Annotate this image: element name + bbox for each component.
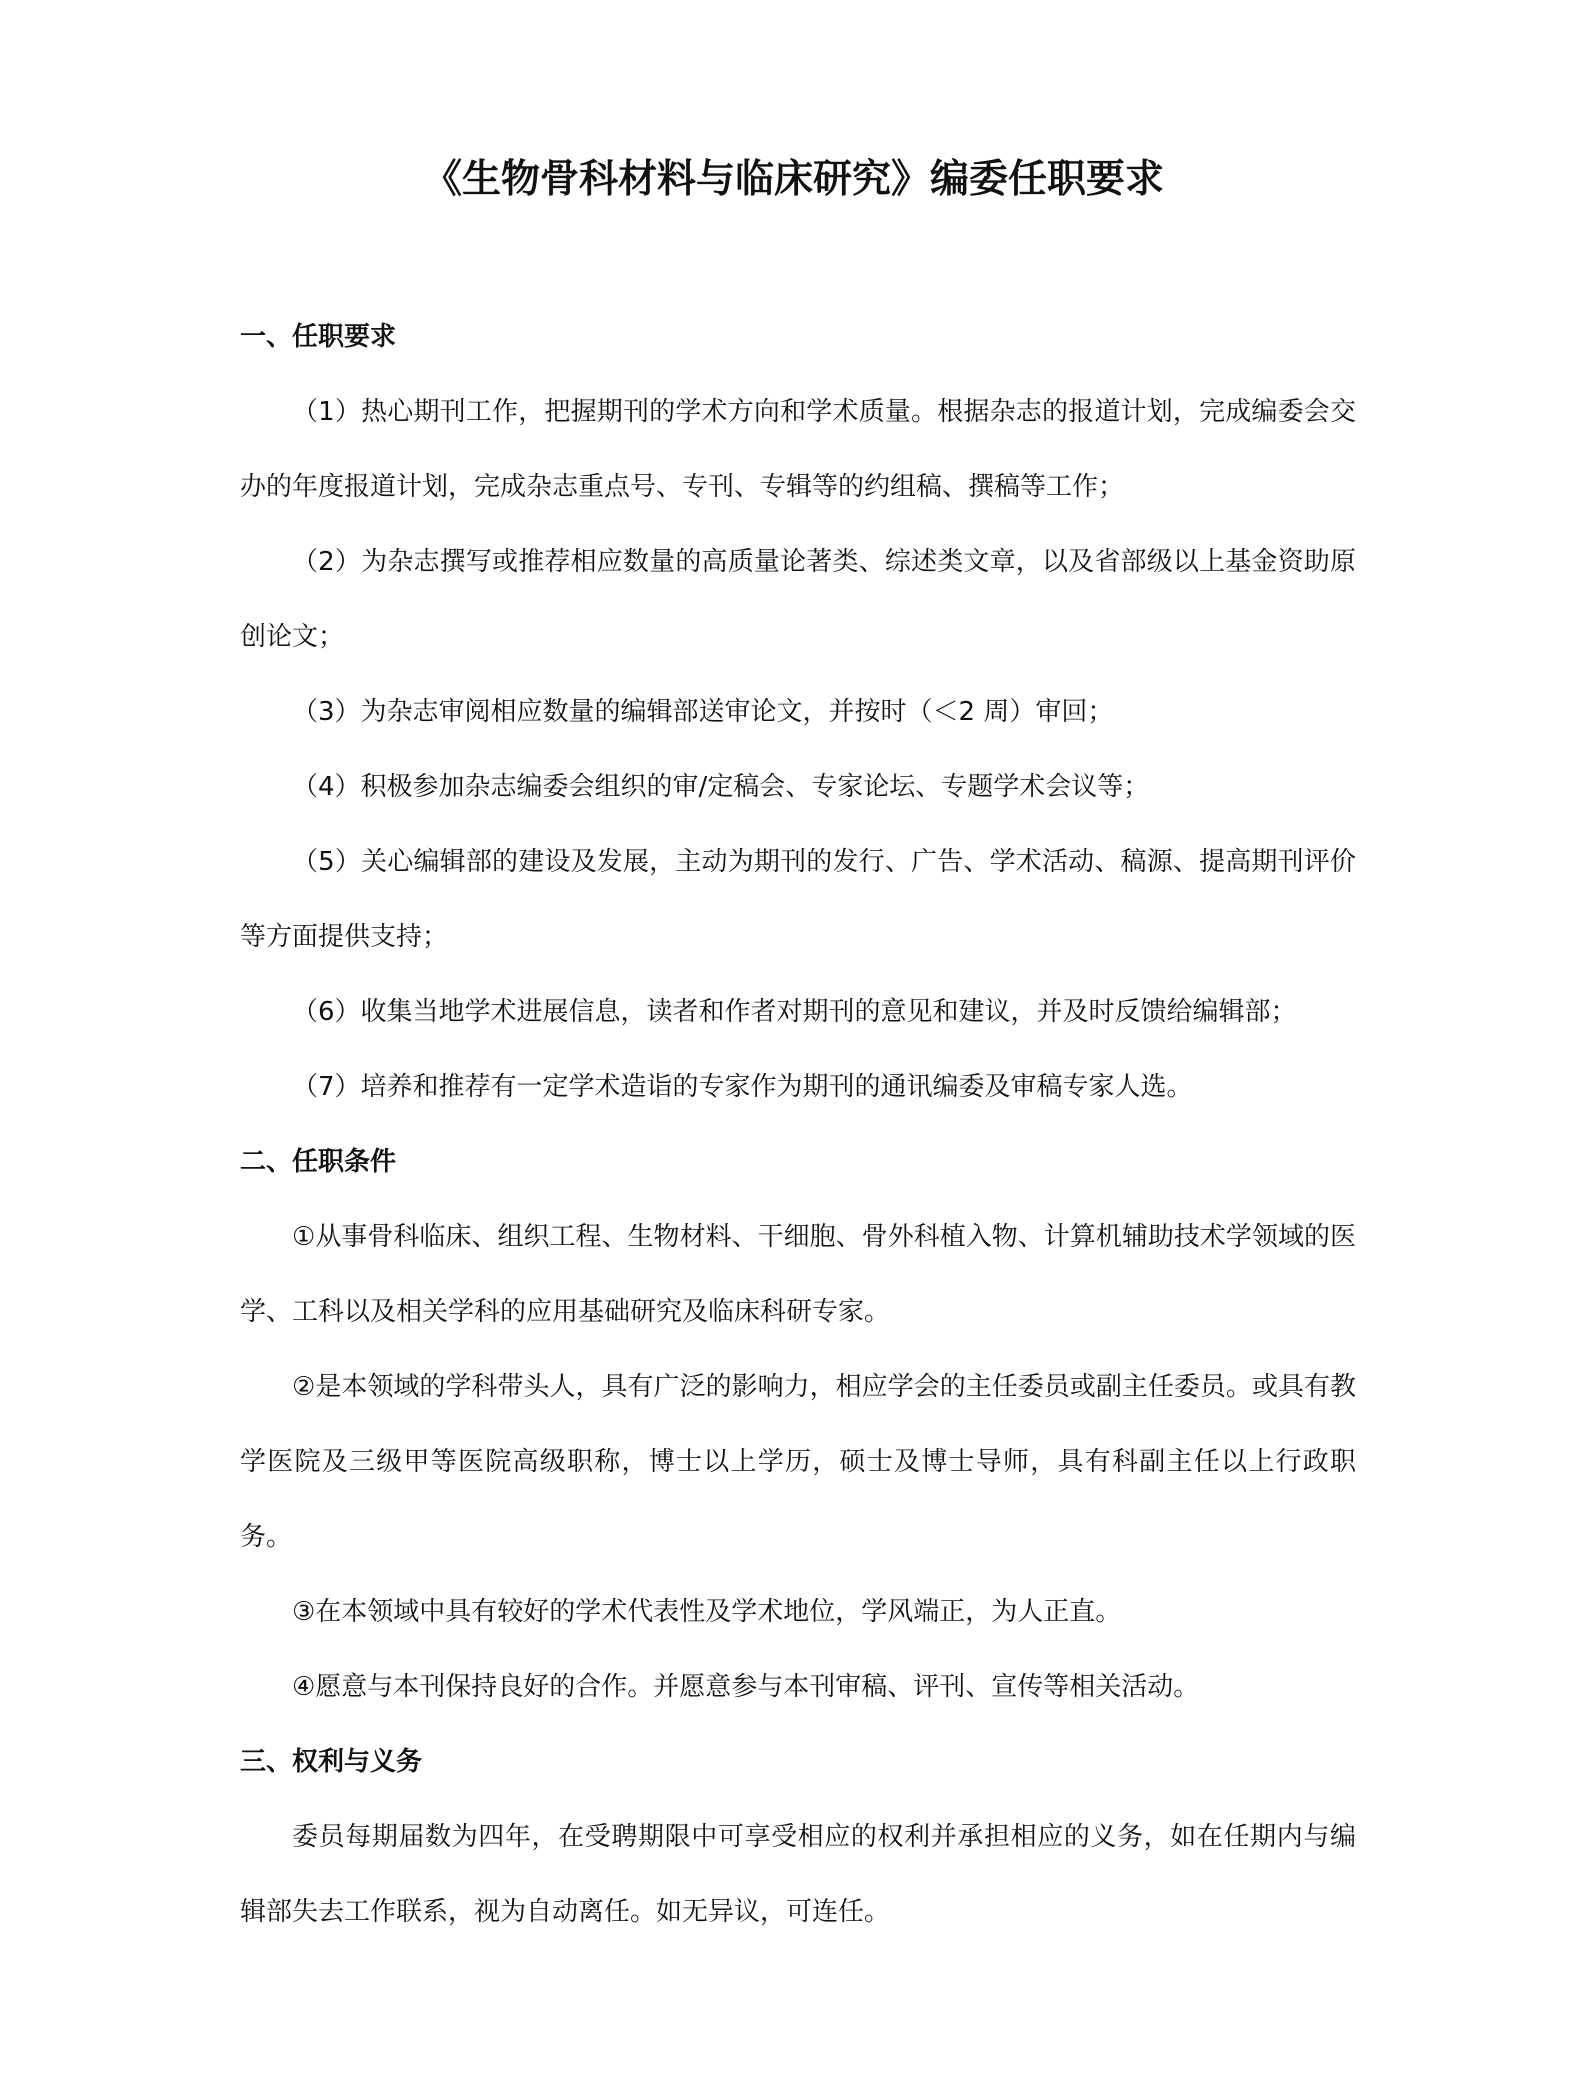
paragraph: ②是本领域的学科带头人，具有广泛的影响力，相应学会的主任委员或副主任委员。或具有教学医院及三级甲等医院高级职称，博士以上学历，硕士及博士导师，具有科副主任以上行政职务。 <box>240 1372 1356 1552</box>
section-heading: 二、任职条件 <box>240 1147 397 1177</box>
document-body <box>240 300 1356 1950</box>
paragraph: （5）关心编辑部的建设及发展，主动为期刊的发行、广告、学术活动、稿源、提高期刊评价等方面提供支持； <box>240 847 1356 952</box>
paragraph: （3）为杂志审阅相应数量的编辑部送审论文，并按时（＜2 周）审回； <box>292 697 1114 727</box>
section-conditions <box>240 1125 1356 1725</box>
paragraph: ①从事骨科临床、组织工程、生物材料、干细胞、骨外科植入物、计算机辅助技术学领域的医学、工科以及相关学科的应用基础研究及临床科研专家。 <box>240 1222 1356 1327</box>
paragraph: ③在本领域中具有较好的学术代表性及学术地位，学风端正，为人正直。 <box>292 1597 1122 1627</box>
paragraph: ④愿意与本刊保持良好的合作。并愿意参与本刊审稿、评刊、宣传等相关活动。 <box>292 1672 1200 1702</box>
paragraph: （4）积极参加杂志编委会组织的审/定稿会、专家论坛、专题学术会议等； <box>292 772 1150 802</box>
section-requirements <box>240 300 1356 1125</box>
section-heading: 一、任职要求 <box>240 322 397 352</box>
section-heading: 三、权利与义务 <box>240 1747 423 1777</box>
paragraph: （6）收集当地学术进展信息，读者和作者对期刊的意见和建议，并及时反馈给编辑部； <box>292 997 1297 1027</box>
page-title: 《生物骨科材料与临床研究》编委任职要求 <box>422 157 1164 202</box>
paragraph: （7）培养和推荐有一定学术造诣的专家作为期刊的通讯编委及审稿专家人选。 <box>292 1072 1193 1102</box>
paragraph: 委员每期届数为四年，在受聘期限中可享受相应的权利并承担相应的义务，如在任期内与编辑部失去工作联系，视为自动离任。如无异议，可连任。 <box>240 1822 1356 1927</box>
paragraph: （1）热心期刊工作，把握期刊的学术方向和学术质量。根据杂志的报道计划，完成编委会交办的年度报道计划，完成杂志重点号、专刊、专辑等的约组稿、撰稿等工作； <box>240 397 1356 502</box>
paragraph: （2）为杂志撰写或推荐相应数量的高质量论著类、综述类文章，以及省部级以上基金资助原创论文； <box>240 547 1356 652</box>
section-rights-duties <box>240 1725 1356 1950</box>
